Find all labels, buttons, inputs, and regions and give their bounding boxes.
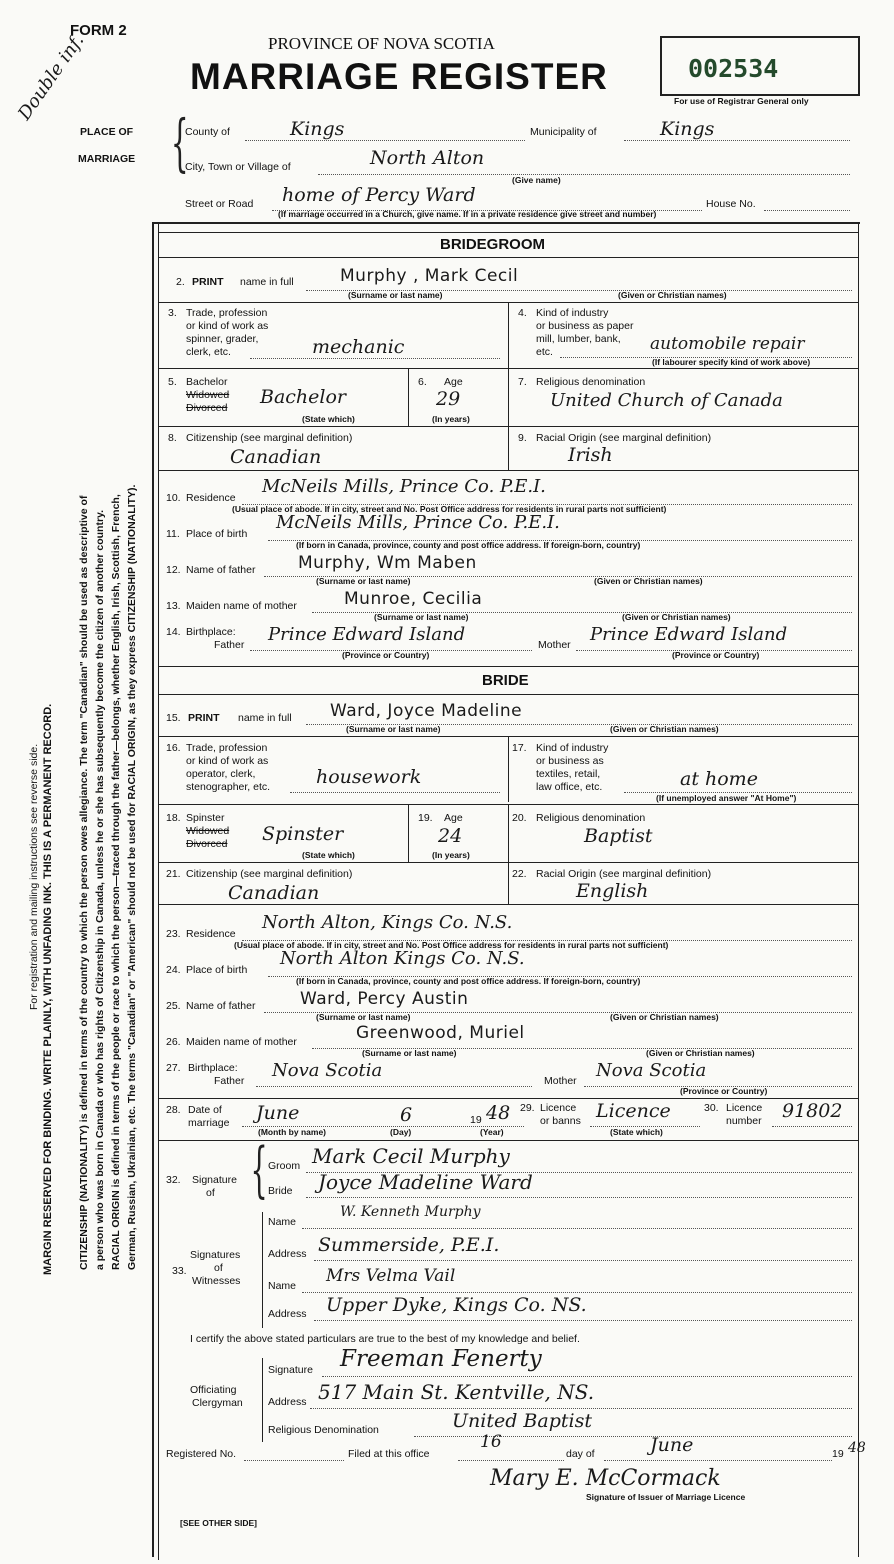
- q20-num: 20.: [512, 812, 527, 824]
- groom-status-caption: (State which): [302, 414, 355, 424]
- groom-status: Bachelor: [260, 386, 347, 408]
- margin-instructions: For registration and mailing instructions see reverse side.: [28, 743, 40, 1010]
- q24-num: 24.: [166, 964, 181, 976]
- clergy-denomination: United Baptist: [452, 1410, 592, 1432]
- witness2-name: Mrs Velma Vail: [326, 1266, 456, 1286]
- bride-religion: Baptist: [584, 825, 653, 847]
- groom-birthplace-caption: (If born in Canada, province, county and post office address. If foreign-born, country): [296, 540, 641, 550]
- bride-signature: Joyce Madeline Ward: [318, 1170, 533, 1194]
- province-title: PROVINCE OF NOVA SCOTIA: [268, 34, 495, 53]
- certify-statement: I certify the above stated particulars are true to the best of my knowledge and belief.: [190, 1333, 580, 1345]
- licence-caption: (State which): [610, 1127, 663, 1137]
- q16-num: 16.: [166, 742, 181, 754]
- marriage-label: MARRIAGE: [78, 153, 136, 165]
- q33-label-2: of: [214, 1262, 223, 1274]
- q18-divorced: Divorced: [186, 838, 228, 850]
- q30-label-2: number: [726, 1115, 762, 1127]
- q25-num: 25.: [166, 1000, 181, 1012]
- margin-racial-1: RACIAL ORIGIN is defined in terms of the people or race to which the person—traced through the father—belongs, whether English, Irish, Scottish, French,: [110, 494, 122, 1270]
- municipality-label: Municipality of: [530, 126, 597, 138]
- bride-residence-caption: (Usual place of abode. If in city, street and No. Post Office address for residents in rural parts not sufficient): [234, 940, 669, 950]
- bridegroom-heading: BRIDEGROOM: [440, 236, 545, 253]
- house-label: House No.: [706, 198, 756, 210]
- groom-father-province-caption: (Province or Country): [342, 650, 430, 660]
- q9-num: 9.: [518, 432, 527, 444]
- q15-num: 15.: [166, 712, 181, 724]
- q17-label-3: textiles, retail,: [536, 768, 601, 780]
- q33-label-1: Signatures: [190, 1249, 241, 1261]
- bride-age-caption: (In years): [432, 850, 470, 860]
- groom-trade: mechanic: [312, 336, 405, 358]
- q19-label: Age: [444, 812, 463, 824]
- q21-label: Citizenship (see marginal definition): [186, 868, 353, 880]
- q10-num: 10.: [166, 492, 181, 504]
- day-of-label: day of: [566, 1448, 595, 1460]
- groom-father-given-caption: (Given or Christian names): [594, 576, 703, 586]
- place-of-label: PLACE OF: [80, 126, 134, 138]
- q8-label: Citizenship (see marginal definition): [186, 432, 353, 444]
- q33-num: 33.: [172, 1265, 187, 1277]
- q27-label: Birthplace:: [188, 1062, 238, 1074]
- licence-number: 91802: [782, 1100, 843, 1122]
- q4-label-2: or business as paper: [536, 320, 634, 332]
- q5-num: 5.: [168, 376, 177, 388]
- q29-label-2: or banns: [540, 1115, 581, 1127]
- q19-num: 19.: [418, 812, 433, 824]
- q15-name-label: name in full: [238, 712, 292, 724]
- give-name-caption: (Give name): [512, 175, 561, 185]
- q4-label-4: etc.: [536, 346, 553, 358]
- witness2-address: Upper Dyke, Kings Co. NS.: [326, 1294, 587, 1316]
- place-brace: {: [170, 106, 189, 179]
- month-caption: (Month by name): [258, 1127, 326, 1137]
- q21-num: 21.: [166, 868, 181, 880]
- q11-label: Place of birth: [186, 528, 248, 540]
- bride-father: Ward, Percy Austin: [300, 989, 469, 1009]
- groom-residence: McNeils Mills, Prince Co. P.E.I.: [262, 476, 546, 497]
- q17-label-4: law office, etc.: [536, 781, 603, 793]
- q2-print-label: PRINT: [192, 276, 224, 288]
- municipality-value: Kings: [660, 118, 715, 140]
- q30-num: 30.: [704, 1102, 719, 1114]
- street-label: Street or Road: [185, 198, 254, 210]
- register-number: 002534: [688, 54, 779, 83]
- licence-type: Licence: [596, 1100, 671, 1122]
- q24-label: Place of birth: [186, 964, 248, 976]
- bride-father-surname-caption: (Surname or last name): [316, 1012, 411, 1022]
- city-label: City, Town or Village of: [185, 161, 291, 173]
- q12-num: 12.: [166, 564, 181, 576]
- q3-label-4: clerk, etc.: [186, 346, 231, 358]
- q17-label-2: or business as: [536, 755, 604, 767]
- marriage-year-prefix: 19: [470, 1114, 482, 1126]
- q5-widowed: Widowed: [186, 389, 230, 401]
- q33-label-3: Witnesses: [192, 1275, 241, 1287]
- q18-spinster: Spinster: [186, 812, 225, 824]
- groom-father: Murphy, Wm Maben: [298, 553, 477, 573]
- q28-num: 28.: [166, 1104, 181, 1116]
- q14-mother-label: Mother: [538, 639, 571, 651]
- q6-num: 6.: [418, 376, 427, 388]
- groom-father-birthplace: Prince Edward Island: [268, 624, 466, 645]
- groom-name: Murphy , Mark Cecil: [340, 266, 519, 286]
- groom-age: 29: [436, 388, 461, 410]
- groom-age-caption: (In years): [432, 414, 470, 424]
- witness1-address-label: Address: [268, 1248, 307, 1260]
- bride-label: Bride: [268, 1185, 293, 1197]
- street-value: home of Percy Ward: [282, 184, 476, 206]
- q18-widowed: Widowed: [186, 825, 230, 837]
- q26-label: Maiden name of mother: [186, 1036, 297, 1048]
- issuer-caption: Signature of Issuer of Marriage Licence: [586, 1492, 746, 1502]
- groom-racial-origin: Irish: [568, 444, 613, 466]
- bride-mother-surname-caption: (Surname or last name): [362, 1048, 457, 1058]
- bride-mother-given-caption: (Given or Christian names): [646, 1048, 755, 1058]
- bride-birthplace-caption: (If born in Canada, province, county and post office address. If foreign-born, country): [296, 976, 641, 986]
- officiating-label-2: Clergyman: [192, 1397, 243, 1409]
- city-value: North Alton: [370, 147, 485, 169]
- bride-mother-birthplace: Nova Scotia: [596, 1060, 707, 1081]
- groom-label: Groom: [268, 1160, 301, 1172]
- q30-label-1: Licence: [726, 1102, 763, 1114]
- q8-num: 8.: [168, 432, 177, 444]
- q26-num: 26.: [166, 1036, 181, 1048]
- witness1-name: W. Kenneth Murphy: [340, 1204, 481, 1220]
- q7-num: 7.: [518, 376, 527, 388]
- officiating-label-1: Officiating: [190, 1384, 237, 1396]
- bride-status: Spinster: [262, 823, 344, 845]
- q4-label-1: Kind of industry: [536, 307, 609, 319]
- margin-citizenship-2: a person who was born in Canada or who has rights of Citizenship in Canada, unless he or she has subsequently become the citizen of another country.: [94, 509, 106, 1270]
- q13-label: Maiden name of mother: [186, 600, 297, 612]
- filed-label: Filed at this office: [348, 1448, 430, 1460]
- groom-citizenship: Canadian: [230, 446, 322, 468]
- q11-num: 11.: [166, 528, 180, 540]
- q10-label: Residence: [186, 492, 236, 504]
- q29-num: 29.: [520, 1102, 535, 1114]
- clergy-address-label: Address: [268, 1396, 307, 1408]
- q15-print-label: PRINT: [188, 712, 220, 724]
- witness2-name-label: Name: [268, 1280, 297, 1292]
- registrar-note: For use of Registrar General only: [674, 96, 809, 106]
- q23-num: 23.: [166, 928, 181, 940]
- witness1-address: Summerside, P.E.I.: [318, 1234, 500, 1256]
- marriage-month: June: [256, 1102, 300, 1124]
- witness2-address-label: Address: [268, 1308, 307, 1320]
- bride-residence: North Alton, Kings Co. N.S.: [262, 912, 513, 933]
- groom-mother: Munroe, Cecilia: [344, 589, 483, 609]
- q3-num: 3.: [168, 307, 177, 319]
- q22-label: Racial Origin (see marginal definition): [536, 868, 712, 880]
- q28-label-1: Date of: [188, 1104, 222, 1116]
- q22-num: 22.: [512, 868, 527, 880]
- q27-father-label: Father: [214, 1075, 245, 1087]
- bride-father-birthplace: Nova Scotia: [272, 1060, 383, 1081]
- county-label: County of: [185, 126, 230, 138]
- q32-label-1: Signature: [192, 1174, 237, 1186]
- bride-surname-caption: (Surname or last name): [346, 724, 441, 734]
- groom-industry: automobile repair: [650, 334, 805, 354]
- bride-given-caption: (Given or Christian names): [610, 724, 719, 734]
- bride-birthplace: North Alton Kings Co. N.S.: [280, 948, 525, 969]
- q27-mother-label: Mother: [544, 1075, 577, 1087]
- bride-father-given-caption: (Given or Christian names): [610, 1012, 719, 1022]
- q28-label-2: marriage: [188, 1117, 230, 1129]
- year-caption: (Year): [480, 1127, 504, 1137]
- bride-trade: housework: [316, 766, 422, 788]
- day-caption: (Day): [390, 1127, 412, 1137]
- q32-label-2: of: [206, 1187, 215, 1199]
- groom-mother-province-caption: (Province or Country): [672, 650, 760, 660]
- q16-label-3: operator, clerk,: [186, 768, 256, 780]
- q5-bachelor: Bachelor: [186, 376, 228, 388]
- registered-label: Registered No.: [166, 1448, 237, 1460]
- page-title: MARRIAGE REGISTER: [190, 56, 608, 97]
- q2-name-label: name in full: [240, 276, 294, 288]
- bride-heading: BRIDE: [482, 672, 529, 689]
- groom-residence-caption: (Usual place of abode. If in city, street and No. Post Office address for residents in rural parts not sufficient): [232, 504, 667, 514]
- q25-label: Name of father: [186, 1000, 256, 1012]
- bride-industry-caption: (If unemployed answer "At Home"): [656, 793, 797, 803]
- q14-father-label: Father: [214, 639, 245, 651]
- q32-num: 32.: [166, 1174, 181, 1186]
- q29-label-1: Licence: [540, 1102, 577, 1114]
- q4-num: 4.: [518, 307, 527, 319]
- marriage-day: 6: [400, 1104, 413, 1126]
- margin-annotation: Double inf.: [14, 30, 89, 125]
- groom-surname-caption: (Surname or last name): [348, 290, 443, 300]
- q3-label-3: spinner, grader,: [186, 333, 259, 345]
- groom-birthplace: McNeils Mills, Prince Co. P.E.I.: [276, 512, 560, 533]
- groom-religion: United Church of Canada: [550, 390, 783, 411]
- q2-num: 2.: [176, 276, 185, 288]
- q3-label-2: or kind of work as: [186, 320, 269, 332]
- groom-signature: Mark Cecil Murphy: [312, 1144, 510, 1168]
- marriage-year: 48: [486, 1102, 511, 1124]
- see-other-side: [SEE OTHER SIDE]: [180, 1518, 257, 1528]
- q13-num: 13.: [166, 600, 181, 612]
- issuer-signature: Mary E. McCormack: [490, 1466, 721, 1491]
- bride-racial-origin: English: [576, 880, 649, 902]
- bride-name: Ward, Joyce Madeline: [330, 701, 523, 721]
- q3-label-1: Trade, profession: [186, 307, 268, 319]
- bride-status-caption: (State which): [302, 850, 355, 860]
- bride-industry: at home: [680, 768, 758, 790]
- bride-province-caption: (Province or Country): [680, 1086, 768, 1096]
- q17-label-1: Kind of industry: [536, 742, 609, 754]
- filed-year-prefix: 19: [832, 1448, 844, 1460]
- q16-label-4: stenographer, etc.: [186, 781, 271, 793]
- form-label: FORM 2: [70, 22, 127, 39]
- q9-label: Racial Origin (see marginal definition): [536, 432, 712, 444]
- filed-day: 16: [480, 1432, 502, 1452]
- clergy-signature-label: Signature: [268, 1364, 313, 1376]
- bride-age: 24: [438, 825, 463, 847]
- margin-racial-2: German, Russian, Ukrainian, etc. The terms "Canadian" or "American" should not be used for RACIAL ORIGIN, as they express CITIZENSHIP (NATIONALITY).: [126, 484, 138, 1270]
- q16-label-2: or kind of work as: [186, 755, 269, 767]
- denomination-label: Religious Denomination: [268, 1424, 379, 1436]
- filed-month: June: [650, 1434, 694, 1456]
- witness1-name-label: Name: [268, 1216, 297, 1228]
- street-caption: (If marriage occurred in a Church, give name. If in a private residence give street and number): [278, 209, 657, 219]
- q4-label-3: mill, lumber, bank,: [536, 333, 621, 345]
- filed-year: 48: [848, 1440, 866, 1456]
- groom-mother-given-caption: (Given or Christian names): [622, 612, 731, 622]
- q14-label: Birthplace:: [186, 626, 236, 638]
- q16-label-1: Trade, profession: [186, 742, 268, 754]
- q7-label: Religious denomination: [536, 376, 646, 388]
- q20-label: Religious denomination: [536, 812, 646, 824]
- margin-binding-notice: MARGIN RESERVED FOR BINDING. WRITE PLAINLY, WITH UNFADING INK. THIS IS A PERMANENT RECORD.: [42, 703, 54, 1275]
- groom-given-caption: (Given or Christian names): [618, 290, 727, 300]
- clergy-signature: Freeman Fenerty: [340, 1346, 542, 1372]
- bride-citizenship: Canadian: [228, 882, 320, 904]
- q14-num: 14.: [166, 626, 181, 638]
- q23-label: Residence: [186, 928, 236, 940]
- groom-mother-surname-caption: (Surname or last name): [374, 612, 469, 622]
- county-value: Kings: [290, 118, 345, 140]
- margin-citizenship-1: CITIZENSHIP (NATIONALITY) is defined in terms of the country to which the person owes allegiance. The term "Canadian" should be used as descriptive of: [78, 495, 90, 1270]
- q18-num: 18.: [166, 812, 181, 824]
- groom-father-surname-caption: (Surname or last name): [316, 576, 411, 586]
- clergy-address: 517 Main St. Kentville, NS.: [318, 1380, 595, 1404]
- groom-mother-birthplace: Prince Edward Island: [590, 624, 788, 645]
- q27-num: 27.: [166, 1062, 181, 1074]
- bride-mother: Greenwood, Muriel: [356, 1023, 525, 1043]
- groom-industry-caption: (If labourer specify kind of work above): [652, 357, 811, 367]
- signature-brace: {: [250, 1135, 268, 1205]
- q5-divorced: Divorced: [186, 402, 228, 414]
- q6-label: Age: [444, 376, 463, 388]
- q12-label: Name of father: [186, 564, 256, 576]
- q17-num: 17.: [512, 742, 527, 754]
